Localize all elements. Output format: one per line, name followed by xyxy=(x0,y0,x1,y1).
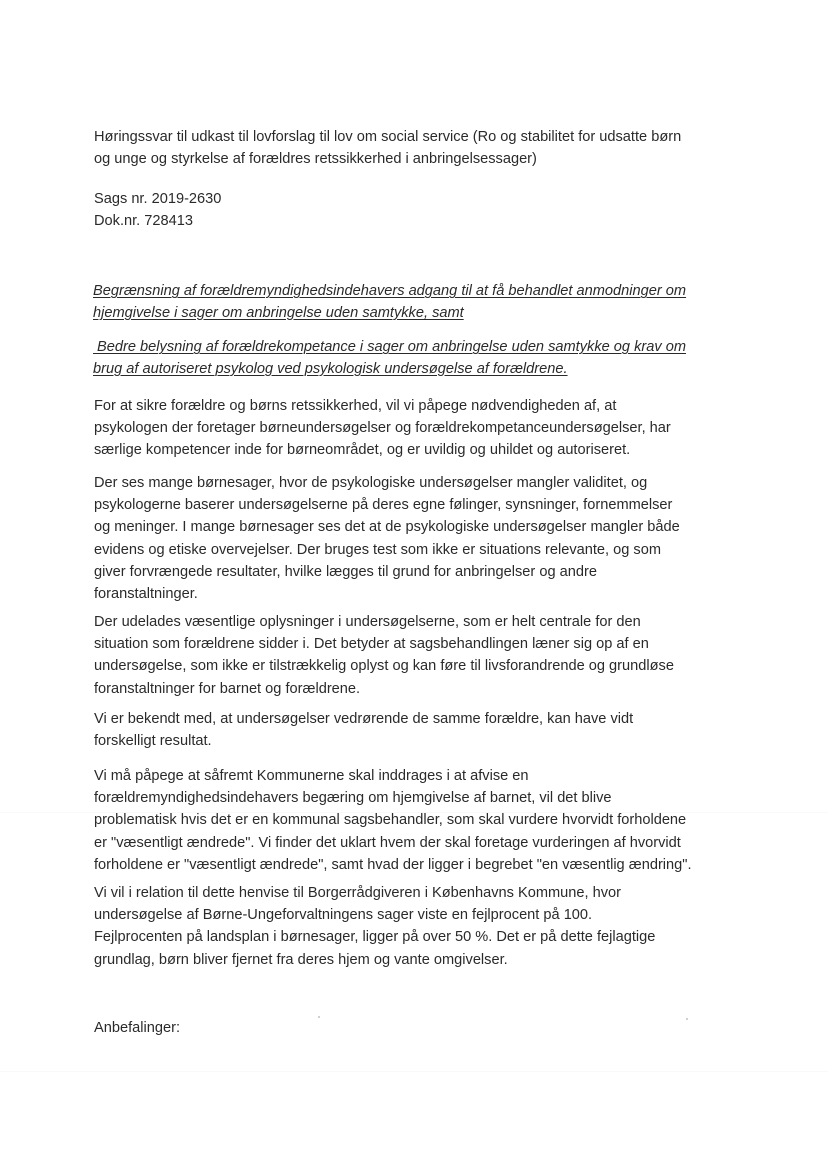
paragraph-line: evidens og etiske overvejelser. Der bruges test som ikke er situations relevante, og som xyxy=(94,541,661,558)
paragraph-line: psykologerne baserer undersøgelserne på deres egne følinger, synsninger, fornemmelser xyxy=(94,497,673,514)
heading-line: Bedre belysning af forældrekompetance i sager om anbringelse uden samtykke og krav om xyxy=(93,339,686,355)
paragraph-line: Vi er bekendt med, at undersøgelser vedrørende de samme forældre, kan have vidt xyxy=(94,711,634,727)
paragraph xyxy=(94,611,734,700)
paragraph-line: psykologen der foretager børneundersøgelser og forældrekompetanceundersøgelser, har xyxy=(94,420,671,437)
title-line: og unge og styrkelse af forældres retssikkerhed i anbringelsessager) xyxy=(94,151,537,168)
paragraph-line: særlige kompetencer inde for børneområdet, og er uvildig og uhildet og autoriseret. xyxy=(94,442,631,459)
paragraph-line: forældremyndighedsindehavers begæring om hjemgivelse af barnet, vil det blive xyxy=(94,790,612,807)
recommendations-heading xyxy=(94,1017,734,1039)
heading-line: Begrænsning af forældremyndighedsindehavers adgang til at få behandlet anmodninger om xyxy=(93,283,687,299)
paragraph-line: foranstaltninger. xyxy=(94,586,198,603)
paragraph-line: Vi må påpege at såfremt Kommunerne skal inddrages i at afvise en xyxy=(94,768,529,784)
paragraph-line: situation som forældrene sidder i. Det betyder at sagsbehandlingen læner sig op af en xyxy=(94,636,649,653)
paragraph-line: Fejlprocenten på landsplan i børnesager, ligger på over 50 %. Det er på dette fejlagtige xyxy=(94,929,656,946)
paragraph-line: For at sikre forældre og børns retssikkerhed, vil vi påpege nødvendigheden af, at xyxy=(94,398,617,414)
paragraph xyxy=(94,882,734,971)
heading-line: hjemgivelse i sager om anbringelse uden samtykke, samt xyxy=(93,304,464,321)
paragraph-line: er "væsentligt ændrede". Vi finder det uklart hvem der skal foretage vurderingen af hvorvidt xyxy=(94,834,681,851)
title-line: Høringssvar til udkast til lovforslag til lov om social service (Ro og stabilitet for udsatte børn xyxy=(94,129,682,145)
scan-artifact xyxy=(0,1071,828,1072)
doc-number: Dok.nr. 728413 xyxy=(94,213,193,230)
paragraph-line: Der udelades væsentlige oplysninger i undersøgelserne, som er helt centrale for den xyxy=(94,614,641,630)
paragraph-line: forskelligt resultat. xyxy=(94,733,212,750)
paragraph-line: grundlag, børn bliver fjernet fra deres hjem og vante omgivelser. xyxy=(94,951,508,968)
recommendations-label: Anbefalinger: xyxy=(94,1020,181,1036)
paragraph xyxy=(94,708,734,752)
paragraph-line: undersøgelse, som ikke er tilstrækkelig oplyst og kan føre til livsforandrende og grundløse xyxy=(94,658,674,675)
paragraph-line: undersøgelse af Børne-Ungeforvaltningens sager viste en fejlprocent på 100. xyxy=(94,907,593,924)
document-title xyxy=(94,126,734,170)
section-heading-2 xyxy=(93,337,733,380)
paragraph-line: og meninger. I mange børnesager ses det at de psykologiske undersøgelser mangler både xyxy=(94,519,680,536)
paragraph-line: forholdene er "væsentligt ændrede", samt hvad der ligger i begrebet "en væsentlig ændring". xyxy=(94,856,692,873)
paragraph xyxy=(94,395,734,462)
heading-line: brug af autoriseret psykolog ved psykologisk undersøgelse af forældrene. xyxy=(93,360,568,377)
case-number: Sags nr. 2019-2630 xyxy=(94,191,222,207)
paragraph-line: giver forvrængede resultater, hvilke lægges til grund for anbringelser og andre xyxy=(94,563,597,580)
case-reference xyxy=(94,188,734,232)
section-heading-1 xyxy=(93,281,733,324)
paragraph-line: Der ses mange børnesager, hvor de psykologiske undersøgelser mangler validitet, og xyxy=(94,475,648,491)
paragraph xyxy=(94,765,734,876)
paragraph-line: Vi vil i relation til dette henvise til Borgerrådgiveren i Københavns Kommune, hvor xyxy=(94,885,621,901)
paragraph xyxy=(94,472,734,605)
paragraph-line: problematisk hvis det er en kommunal sagsbehandler, som skal vurdere hvorvidt forholdene xyxy=(94,812,687,829)
paragraph-line: foranstaltninger for barnet og forældrene. xyxy=(94,680,361,697)
